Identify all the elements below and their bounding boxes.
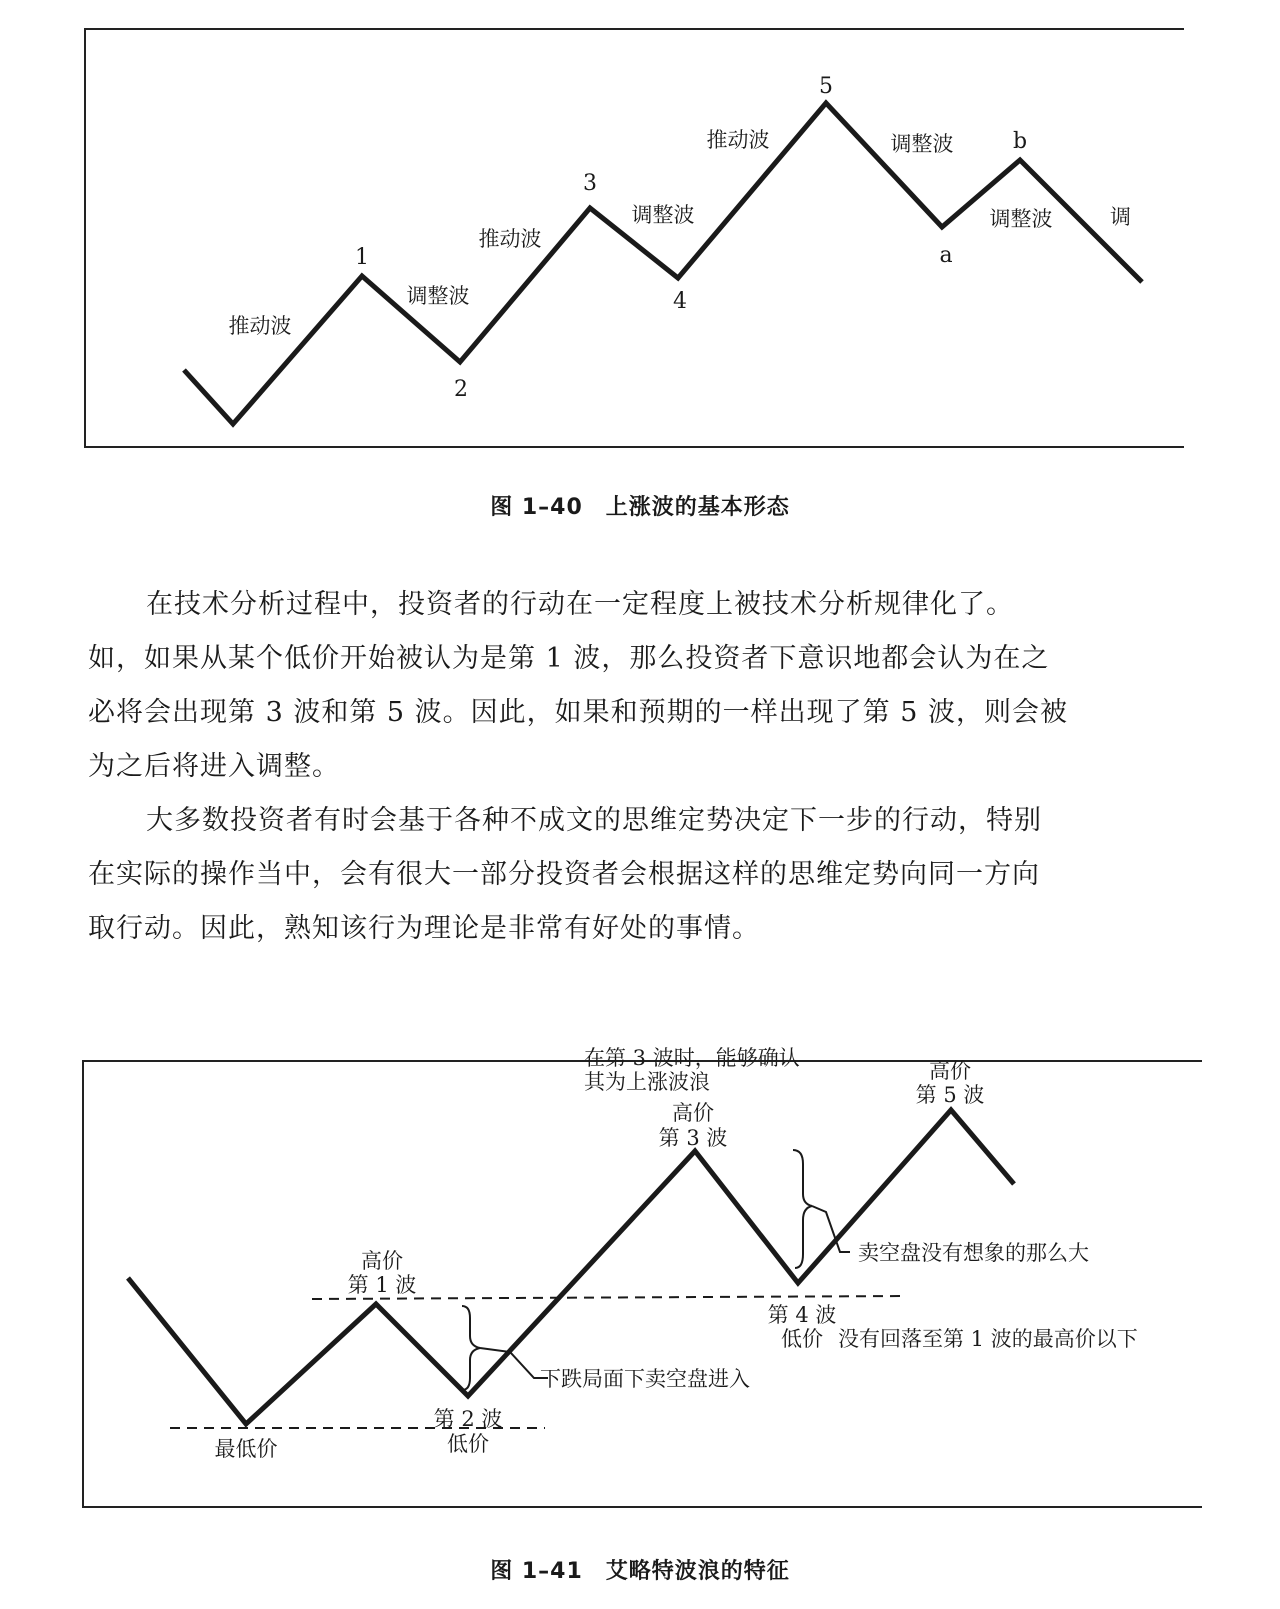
label-wave5-name: 第 5 波 (915, 1083, 985, 1107)
wave-point-a: a (939, 243, 953, 268)
label-wave1-name: 第 1 波 (347, 1273, 417, 1297)
wave-point-4: 4 (673, 289, 687, 314)
label-short-sell-enter: 下跌局面下卖空盘进入 (540, 1367, 750, 1391)
label-wave2-name: 第 2 波 (433, 1407, 503, 1431)
wave-point-1: 1 (355, 245, 369, 270)
label-wave2-low: 低价 (447, 1432, 489, 1456)
label-short-sell-small: 卖空盘没有想象的那么大 (858, 1241, 1089, 1265)
wave-point-b: b (1012, 129, 1028, 154)
paragraph-2-line-3: 取行动。因此，熟知该行为理论是非常有好处的事情。 (88, 913, 760, 944)
wave-point-3: 3 (583, 171, 597, 196)
label-wave4-low: 低价 (781, 1327, 823, 1351)
wave-label-impulse-1: 推动波 (228, 314, 292, 338)
paragraph-1-line-3: 必将会出现第 3 波和第 5 波。因此，如果和预期的一样出现了第 5 波，则会被 (88, 697, 1069, 728)
wave2-brace (462, 1306, 480, 1390)
figure-1-41-caption: 图 1–41 艾略特波浪的特征 (490, 1559, 790, 1584)
label-wave4-note: 没有回落至第 1 波的最高价以下 (838, 1327, 1138, 1351)
wave-label-corrective-2: 调整波 (406, 284, 470, 308)
wave-point-5: 5 (819, 74, 833, 99)
label-lowest-price: 最低价 (214, 1437, 278, 1461)
wave-label-corrective-c: 调 (1110, 205, 1131, 229)
wave-point-2: 2 (454, 377, 468, 402)
label-wave5-high: 高价 (929, 1059, 971, 1083)
paragraph-2-line-2: 在实际的操作当中，会有很大一部分投资者会根据这样的思维定势向同一方向 (88, 859, 1040, 890)
label-wave3-note-line2: 其为上涨波浪 (584, 1070, 710, 1094)
label-wave3-high: 高价 (672, 1101, 714, 1125)
label-wave1-high: 高价 (361, 1249, 403, 1273)
wave-label-impulse-3: 推动波 (478, 227, 542, 251)
wave-label-corrective-4: 调整波 (631, 203, 695, 227)
figure-1-40-caption: 图 1–40 上涨波的基本形态 (490, 495, 790, 520)
label-wave4-name: 第 4 波 (767, 1303, 837, 1327)
wave-label-corrective-b: 调整波 (989, 207, 1053, 231)
wave-label-corrective-a: 调整波 (890, 132, 954, 156)
label-wave3-name: 第 3 波 (658, 1126, 728, 1150)
paragraph-1-line-4: 为之后将进入调整。 (88, 751, 340, 782)
paragraph-1-line-2: 如，如果从某个低价开始被认为是第 1 波，那么投资者下意识地都会认为在之 (88, 643, 1050, 674)
paragraph-1-line-1: 在技术分析过程中，投资者的行动在一定程度上被技术分析规律化了。 (146, 589, 1014, 620)
paragraph-2-line-1: 大多数投资者有时会基于各种不成文的思维定势决定下一步的行动，特别 (146, 805, 1042, 836)
label-wave3-note-line1: 在第 3 波时，能够确认 (584, 1046, 800, 1070)
wave-label-impulse-5: 推动波 (706, 128, 770, 152)
wave4-brace (793, 1150, 812, 1268)
